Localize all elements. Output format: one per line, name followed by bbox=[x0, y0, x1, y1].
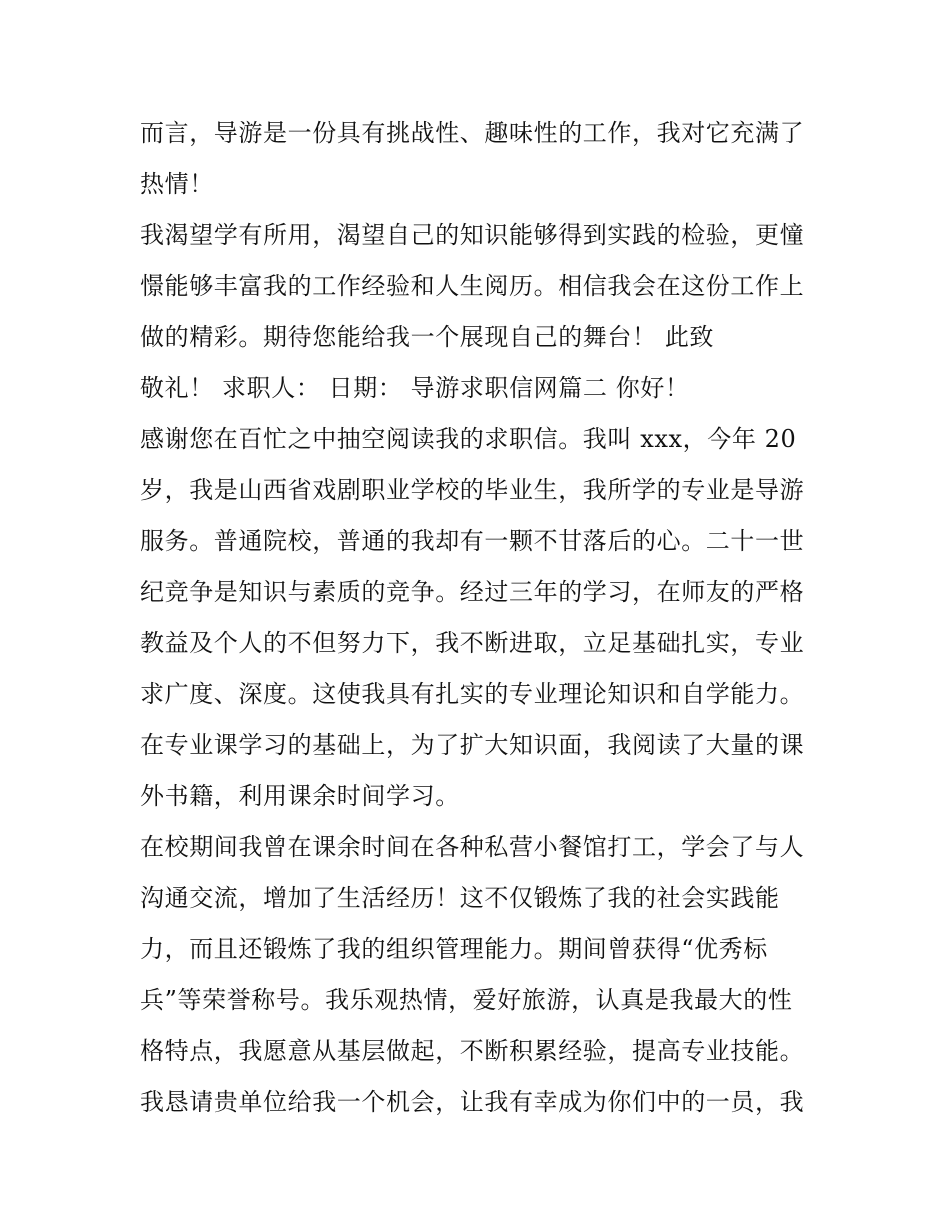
text-line: 外书籍，利用课余时间学习。 bbox=[140, 782, 460, 810]
text-line: 格特点，我愿意从基层做起，不断积累经验，提高专业技能。 bbox=[140, 1037, 805, 1065]
text-line: 兵”等荣誉称号。我乐观热情，爱好旅游，认真是我最大的性 bbox=[140, 986, 793, 1014]
text-line: 敬礼！ 求职人： 日期： 导游求职信网篇二 你好！ bbox=[140, 374, 690, 402]
text-line: 热情！ bbox=[140, 170, 214, 198]
text-line: 感谢您在百忙之中抽空阅读我的求职信。我叫 xxx，今年 20 bbox=[140, 425, 797, 453]
text-line: 岁，我是山西省戏剧职业学校的毕业生，我所学的专业是导游 bbox=[140, 476, 805, 504]
text-line: 纪竞争是知识与素质的竞争。经过三年的学习，在师友的严格 bbox=[140, 578, 805, 606]
text-line: 我恳请贵单位给我一个机会，让我有幸成为你们中的一员，我 bbox=[140, 1088, 805, 1116]
text-line: 教益及个人的不但努力下，我不断进取，立足基础扎实，专业 bbox=[140, 629, 805, 657]
text-line: 做的精彩。期待您能给我一个展现自己的舞台！ 此致 bbox=[140, 323, 715, 351]
text-line: 力，而且还锻炼了我的组织管理能力。期间曾获得“优秀标 bbox=[140, 935, 768, 963]
text-line: 求广度、深度。这使我具有扎实的专业理论知识和自学能力。 bbox=[140, 680, 805, 708]
text-line: 服务。普通院校，普通的我却有一颗不甘落后的心。二十一世 bbox=[140, 527, 805, 555]
text-line: 而言，导游是一份具有挑战性、趣味性的工作，我对它充满了 bbox=[140, 119, 805, 147]
text-line: 沟通交流，增加了生活经历！这不仅锻炼了我的社会实践能 bbox=[140, 884, 780, 912]
text-line: 憬能够丰富我的工作经验和人生阅历。相信我会在这份工作上 bbox=[140, 272, 805, 300]
text-line: 我渴望学有所用，渴望自己的知识能够得到实践的检验，更憧 bbox=[140, 221, 805, 249]
text-line: 在专业课学习的基础上，为了扩大知识面，我阅读了大量的课 bbox=[140, 731, 805, 759]
body-text bbox=[140, 108, 820, 1128]
text-line: 在校期间我曾在课余时间在各种私营小餐馆打工，学会了与人 bbox=[140, 833, 805, 861]
